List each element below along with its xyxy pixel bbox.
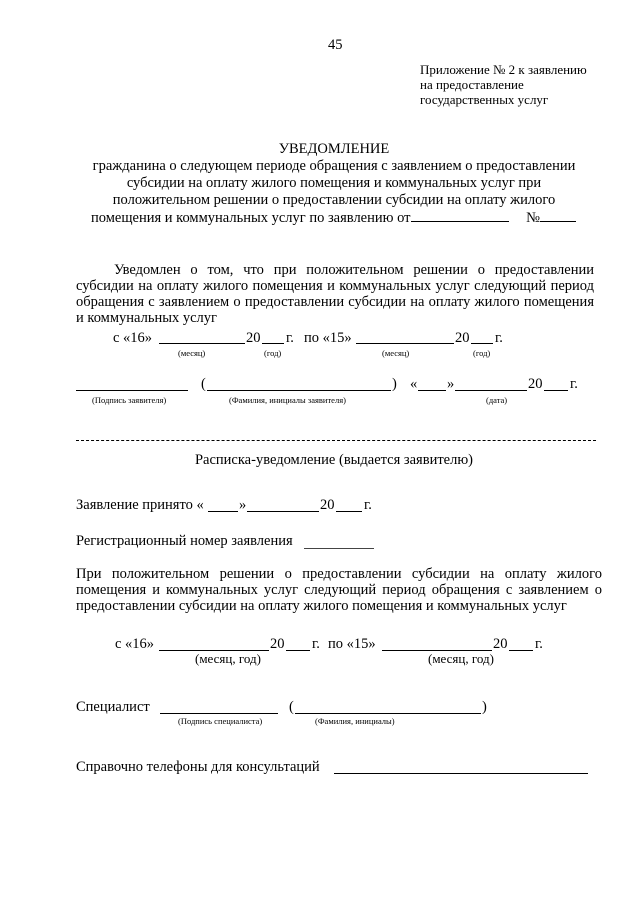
receipt-from-year-prefix: 20 [270, 636, 285, 652]
specialist-signature-blank[interactable] [160, 701, 278, 714]
notice-to-label: по «15» [304, 330, 352, 346]
specialist-name-blank[interactable] [295, 701, 481, 714]
date-quote-close: » [447, 376, 455, 392]
specialist-name-caption: (Фамилия, инициалы) [315, 716, 395, 726]
applicant-signature-caption: (Подпись заявителя) [92, 395, 167, 405]
notice-from-year-caption: (год) [264, 348, 282, 358]
notice-from-year-suffix: г. [286, 330, 294, 346]
date-year-suffix: г. [570, 376, 578, 392]
applicant-name-caption: (Фамилия, инициалы заявителя) [229, 395, 346, 405]
notice-from-month-caption: (месяц) [178, 348, 206, 358]
receipt-to-year-blank[interactable] [509, 638, 533, 651]
date-year-blank[interactable] [544, 378, 568, 391]
receipt-title: Расписка-уведомление (выдается заявителю) [194, 452, 474, 468]
application-date-blank[interactable] [411, 209, 509, 222]
receipt-to-month-blank[interactable] [382, 638, 492, 651]
accepted-year-prefix: 20 [320, 497, 335, 513]
receipt-from-month-blank[interactable] [159, 638, 269, 651]
receipt-paragraph: При положительном решении о предоставлении субсидии на оплату жилого помещения и коммунальных услуг следующий период обращения с заявлением о предоставлении субсидии на оплату жилого помещения и коммунальных услуг [76, 566, 602, 614]
notice-to-year-caption: (год) [473, 348, 491, 358]
heading-line-2: субсидии на оплату жилого помещения и коммунальных услуг при [126, 175, 542, 191]
receipt-to-caption: (месяц, год) [428, 651, 494, 666]
notice-from-month-blank[interactable] [159, 331, 245, 344]
receipt-from-year-blank[interactable] [286, 638, 310, 651]
applicant-name-blank[interactable] [207, 378, 391, 391]
reg-number-label: Регистрационный номер заявления [76, 533, 293, 549]
receipt-from-label: с «16» [115, 636, 155, 652]
application-number-blank[interactable] [540, 209, 576, 222]
heading-line-1: гражданина о следующем периоде обращения с заявлением о предоставлении [92, 158, 576, 174]
phones-blank[interactable] [334, 761, 588, 774]
heading-line-4-text: помещения и коммунальных услуг по заявлению от [91, 210, 411, 226]
applicant-signature-blank[interactable] [76, 378, 188, 391]
heading-title: УВЕДОМЛЕНИЕ [278, 141, 390, 157]
heading-line-3: положительном решении о предоставлении субсидии на оплату жилого [112, 192, 556, 208]
notice-to-year-prefix: 20 [455, 330, 470, 346]
receipt-from-year-suffix: г. [312, 636, 320, 652]
notice-paragraph: Уведомлен о том, что при положительном решении о предоставлении субсидии на оплату жилого помещения и коммунальных услуг следующий период обращения с заявлением о предоставлении субсидии на оплату жилого помещения и коммунальных услуг [76, 262, 594, 326]
receipt-to-year-prefix: 20 [493, 636, 508, 652]
appendix-line-3: государственных услуг [420, 92, 549, 107]
applicant-name-open-paren: ( [201, 376, 206, 392]
date-year-prefix: 20 [528, 376, 543, 392]
accepted-year-blank[interactable] [336, 499, 362, 512]
specialist-label: Специалист [76, 699, 150, 715]
reg-number-blank[interactable] [304, 536, 374, 549]
accepted-day-blank[interactable] [208, 499, 238, 512]
notice-to-month-blank[interactable] [356, 331, 454, 344]
date-caption: (дата) [486, 395, 508, 405]
accepted-quote-close: » [239, 497, 247, 513]
notice-from-label: с «16» [113, 330, 153, 346]
notice-to-month-caption: (месяц) [382, 348, 410, 358]
accepted-label: Заявление принято « [76, 497, 204, 513]
notice-from-year-prefix: 20 [246, 330, 261, 346]
date-quote-open: « [410, 376, 418, 392]
appendix-line-1: Приложение № 2 к заявлению [420, 62, 587, 77]
notice-from-year-blank[interactable] [262, 331, 284, 344]
phones-label: Справочно телефоны для консультаций [76, 759, 320, 775]
receipt-to-year-suffix: г. [535, 636, 543, 652]
receipt-from-caption: (месяц, год) [195, 651, 261, 666]
applicant-name-close-paren: ) [392, 376, 397, 392]
specialist-signature-caption: (Подпись специалиста) [178, 716, 263, 726]
specialist-name-open-paren: ( [289, 699, 294, 715]
notice-to-year-blank[interactable] [471, 331, 493, 344]
receipt-to-label: по «15» [328, 636, 376, 652]
date-day-blank[interactable] [418, 378, 446, 391]
accepted-month-blank[interactable] [247, 499, 319, 512]
notice-to-year-suffix: г. [495, 330, 503, 346]
heading-line-4 [91, 209, 576, 226]
application-number-sign: № [526, 210, 540, 226]
cut-line-divider [76, 440, 596, 441]
date-month-blank[interactable] [455, 378, 527, 391]
specialist-name-close-paren: ) [482, 699, 487, 715]
accepted-year-suffix: г. [364, 497, 372, 513]
appendix-line-2: на предоставление [420, 77, 524, 92]
page-number: 45 [328, 37, 343, 53]
